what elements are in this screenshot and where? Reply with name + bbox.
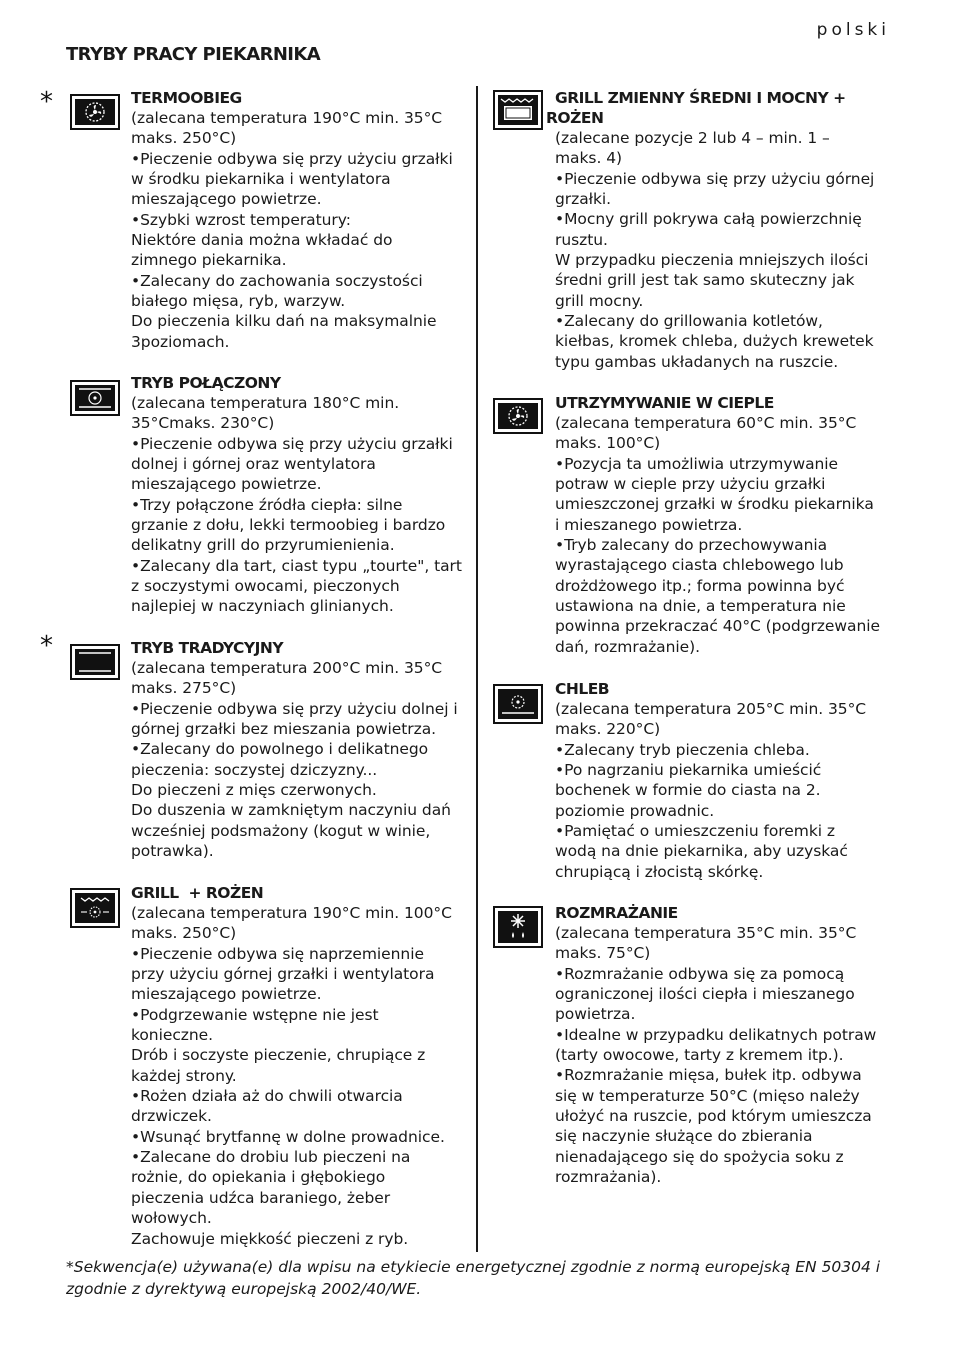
section-text-line: maks. 100°C) (555, 434, 661, 453)
section-text-line: typu gambas układanych na ruszcie. (555, 352, 839, 371)
section-text-line: grzałki. (555, 190, 612, 209)
section-text-line: •Idealne w przypadku delikatnych potraw (555, 1025, 877, 1044)
section-text-line: maks. 275°C) (131, 679, 237, 698)
section-text-line: Do pieczenia kilku dań na maksymalnie (131, 312, 437, 331)
section-text-line: •Pieczenie odbywa się przy użyciu grzałki (131, 434, 453, 453)
section-text-line: i mieszanego powietrza. (555, 515, 743, 534)
section-text-line: •Rozmrażanie odbywa się za pomocą (555, 964, 845, 983)
section-text-line: mieszającego powietrze. (131, 475, 322, 494)
section-text-line: pieczenia: soczystej dziczyzny... (131, 760, 378, 779)
section-text-line: powinna przekraczać 40°C (podgrzewanie (555, 617, 880, 636)
section-text-line: •Pamiętać o umieszczeniu foremki z (555, 822, 835, 841)
section-text-line: (zalecana temperatura 190°C min. 100°C (131, 904, 452, 922)
section-text-line: kiełbas, kromek chleba, dużych krewetek (555, 332, 874, 351)
section-text-line: •Trzy połączone źródła ciepła: silne (131, 495, 403, 514)
section-utrzymywanie-w-cieple (555, 393, 880, 657)
section-text-line: chrupiącą i złocistą skórkę. (555, 862, 764, 881)
section-text-line: rożnie, do opiekania i głębokiego (131, 1168, 386, 1187)
section-text-line: •Pieczenie odbywa się przy użyciu dolnej i (131, 699, 458, 718)
section-text-line: •Zalecane do drobiu lub pieczeni na (131, 1148, 411, 1167)
section-text-line: •Zalecany tryb pieczenia chleba. (555, 740, 810, 759)
footnote (66, 1256, 896, 1300)
section-text-line: średni grill jest tak samo skuteczny jak (555, 271, 855, 290)
section-text-line: •Szybki wzrost temperatury: (131, 210, 351, 229)
section-text-line: Drób i soczyste pieczenie, chrupiące z (131, 1046, 426, 1065)
section-text-line: •Zalecany dla tart, ciast typu „tourte", tart (131, 556, 462, 575)
asterisk-marker: * (40, 631, 53, 661)
fan-top-bottom-icon (70, 380, 120, 416)
grill-fan-icon (70, 888, 120, 928)
section-text-line: wołowych. (131, 1209, 212, 1228)
section-text-line: umieszczonej grzałki w środku piekarnika (555, 495, 874, 514)
section-text-line: maks. 250°C) (131, 924, 237, 943)
section-text-line: •Po nagrzaniu piekarnika umieścić (555, 761, 822, 780)
section-text-line: 3poziomach. (131, 332, 230, 351)
defrost-icon (493, 906, 543, 948)
section-text-line: wodą na dnie piekarnika, aby uzyskać (555, 842, 848, 861)
section-text-line: nienadającego się do spożycia soku z (555, 1147, 844, 1166)
bread-icon (493, 684, 543, 724)
section-heading: ROZMRAŻANIE (555, 904, 678, 922)
section-text-line: się naczynie służące do zbierania (555, 1127, 813, 1146)
language-label: polski (816, 20, 890, 40)
column-divider (476, 86, 478, 1252)
section-text-line: (zalecana temperatura 200°C min. 35°C (131, 659, 443, 677)
section-text-line: mieszającego powietrze. (131, 190, 322, 209)
fan-ring-icon (70, 94, 120, 130)
page-title: TRYBY PRACY PIEKARNIKA (66, 44, 321, 65)
section-heading: CHLEB (555, 680, 610, 698)
section-text-line: •Zalecany do powolnego i delikatnego (131, 740, 429, 759)
section-text-line: •Zalecany do zachowania soczystości (131, 271, 423, 290)
section-text-line: •Podgrzewanie wstępne nie jest (131, 1005, 379, 1024)
section-grill-zmienny (546, 88, 874, 372)
section-text-line: maks. 4) (555, 149, 623, 168)
section-text-line: potrawka). (131, 842, 214, 861)
section-text-line: w środku piekarnika i wentylatora (131, 170, 391, 189)
section-text-line: górnej grzałki bez mieszania powietrza. (131, 720, 437, 739)
section-text-line: wyrastającego ciasta chlebowego lub (555, 556, 844, 575)
section-heading-continued: ROŻEN (546, 109, 604, 127)
section-text-line: drożdżowego itp.; forma powinna być (555, 576, 845, 595)
section-text-line: •Pieczenie odbywa się naprzemiennie (131, 944, 424, 963)
section-text-line: (zalecana temperatura 60°C min. 35°C (555, 414, 857, 432)
section-text-line: z soczystymi owocami, pieczonych (131, 577, 400, 596)
section-text-line: ustawiona na dnie, a temperatura nie (555, 597, 846, 616)
section-termoobieg (131, 88, 453, 352)
section-text-line: (zalecana temperatura 190°C min. 35°C (131, 109, 443, 127)
section-text-line: •Pieczenie odbywa się przy użyciu grzałki (131, 149, 453, 168)
section-text-line: •Rożen działa aż do chwili otwarcia (131, 1087, 403, 1106)
section-text-line: konieczne. (131, 1026, 214, 1045)
section-text-line: powietrza. (555, 1005, 636, 1024)
section-text-line: 35°Cmaks. 230°C) (131, 414, 275, 433)
section-text-line: Niektóre dania można wkładać do (131, 231, 393, 250)
section-text-line: Do duszenia w zamkniętym naczyniu dań (131, 801, 451, 820)
section-text-line: Do pieczeni z mięs czerwonych. (131, 781, 377, 800)
section-chleb (555, 679, 866, 882)
section-text-line: pieczenia udźca baraniego, żeber (131, 1188, 391, 1207)
section-text-line: najlepiej w naczyniach glinianych. (131, 597, 394, 616)
section-text-line: maks. 75°C) (555, 944, 651, 963)
section-text-line: mieszającego powietrze. (131, 985, 322, 1004)
section-rozmrazanie (555, 903, 876, 1187)
section-heading: UTRZYMYWANIE W CIEPLE (555, 394, 774, 412)
section-text-line: grill mocny. (555, 291, 644, 310)
section-text-line: (zalecane pozycje 2 lub 4 – min. 1 – (555, 129, 830, 147)
section-text-line: •Wsunąć brytfannę w dolne prowadnice. (131, 1127, 445, 1146)
section-heading: TRYB POŁĄCZONY (131, 374, 281, 392)
section-text-line: (zalecana temperatura 205°C min. 35°C (555, 700, 867, 718)
section-heading: GRILL + ROŻEN (131, 884, 264, 902)
section-text-line: •Pieczenie odbywa się przy użyciu górnej (555, 169, 875, 188)
section-text-line: poziomie prowadnic. (555, 801, 715, 820)
top-bottom-heat-icon (70, 644, 120, 680)
section-text-line: Zachowuje miękkość pieczeni z ryb. (131, 1229, 409, 1248)
footnote-line: *Sekwencja(e) używana(e) dla wpisu na etykiecie energetycznej zgodnie z normą europejską EN 50304 i (66, 1258, 881, 1276)
section-text-line: się w temperaturze 50°C (mięso należy (555, 1086, 860, 1105)
section-text-line: grzanie z dołu, lekki termoobieg i bardzo (131, 516, 446, 535)
section-text-line: potraw w cieple przy użyciu grzałki (555, 475, 826, 494)
section-text-line: (tarty owocowe, tarty z kremem itp.). (555, 1046, 844, 1065)
section-text-line: •Pozycja ta umożliwia utrzymywanie (555, 454, 839, 473)
asterisk-marker: * (40, 87, 53, 117)
section-text-line: drzwiczek. (131, 1107, 212, 1126)
section-text-line: rusztu. (555, 230, 608, 249)
section-text-line: •Tryb zalecany do przechowywania (555, 536, 828, 555)
section-text-line: W przypadku pieczenia mniejszych ilości (555, 251, 869, 270)
section-text-line: maks. 250°C) (131, 129, 237, 148)
section-text-line: dań, rozmrażanie). (555, 637, 701, 656)
section-tryb-tradycyjny (131, 638, 458, 861)
section-text-line: każdej strony. (131, 1066, 237, 1085)
section-text-line: ograniczonej ilości ciepła i mieszanego (555, 985, 855, 1004)
section-heading: TRYB TRADYCYJNY (131, 639, 284, 657)
keep-warm-icon (493, 398, 543, 434)
section-text-line: delikatny grill do przyrumienienia. (131, 536, 395, 555)
section-text-line: zimnego piekarnika. (131, 251, 287, 270)
section-tryb-polaczony (131, 373, 462, 617)
section-text-line: maks. 220°C) (555, 720, 661, 739)
footnote-line: zgodnie z dyrektywą europejską 2002/40/WE. (66, 1280, 422, 1298)
section-text-line: •Zalecany do grillowania kotletów, (555, 312, 823, 331)
section-text-line: ułożyć na ruszcie, pod którym umieszcza (555, 1107, 872, 1126)
grill-icon (493, 90, 543, 130)
section-heading: TERMOOBIEG (131, 89, 242, 107)
section-text-line: wcześniej podsmażony (kogut w winie, (131, 821, 431, 840)
section-text-line: rozmrażania). (555, 1168, 662, 1187)
section-heading: GRILL ZMIENNY ŚREDNI I MOCNY + (555, 89, 846, 107)
section-text-line: (zalecana temperatura 180°C min. (131, 394, 400, 412)
section-text-line: (zalecana temperatura 35°C min. 35°C (555, 924, 857, 942)
section-text-line: •Rozmrażanie mięsa, bułek itp. odbywa (555, 1066, 862, 1085)
section-text-line: białego mięsa, ryb, warzyw. (131, 292, 346, 311)
section-text-line: bochenek w formie do ciasta na 2. (555, 781, 821, 800)
section-text-line: przy użyciu górnej grzałki i wentylatora (131, 965, 435, 984)
section-text-line: dolnej i górnej oraz wentylatora (131, 455, 376, 474)
section-grill-rozen (131, 883, 452, 1249)
section-text-line: •Mocny grill pokrywa całą powierzchnię (555, 210, 862, 229)
